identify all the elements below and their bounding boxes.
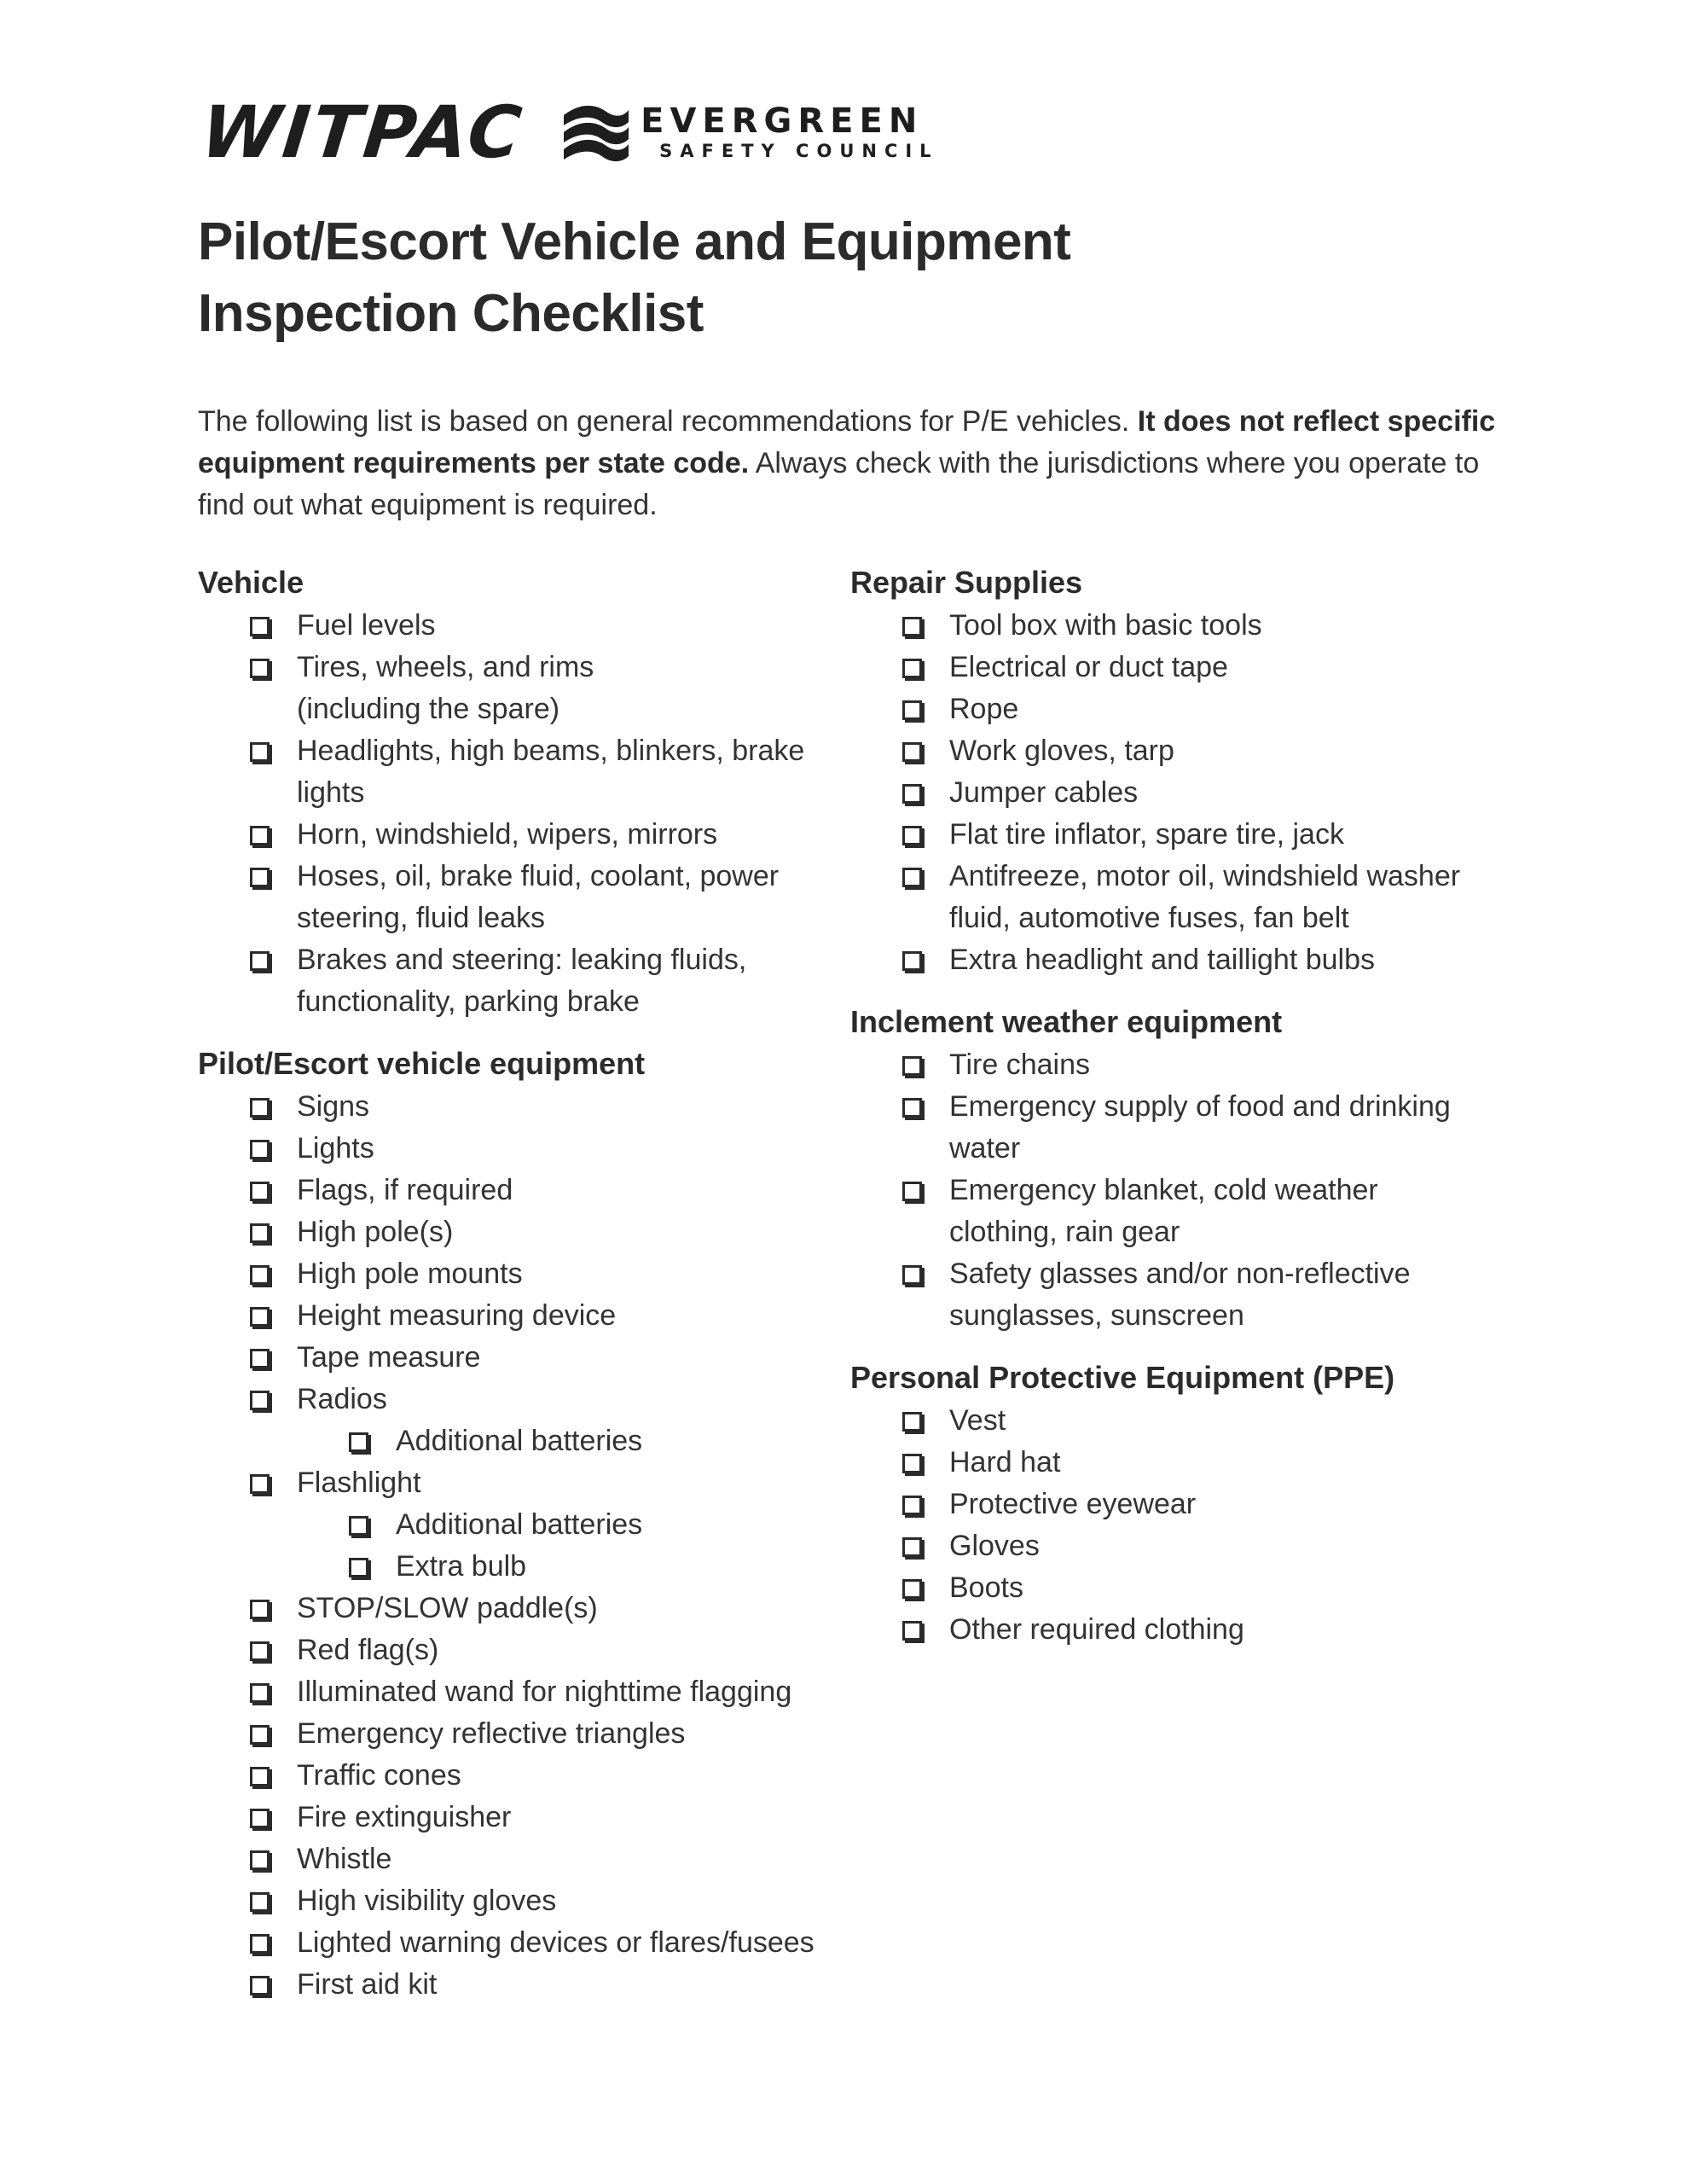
intro-text-1: The following list is based on general recommendations for P/E vehicles.	[198, 405, 1138, 438]
checkbox-icon[interactable]	[902, 659, 922, 678]
checklist-item	[297, 1462, 846, 1588]
checklist-item-label: Radios	[297, 1383, 387, 1415]
checklist-item-label: Signs	[297, 1090, 370, 1123]
checklist-item	[297, 1588, 846, 1629]
checkbox-icon[interactable]	[250, 1349, 270, 1368]
checkbox-icon[interactable]	[250, 1182, 270, 1201]
checkbox-icon[interactable]	[902, 1265, 922, 1285]
checklist-item-label: Horn, windshield, wipers, mirrors	[297, 818, 718, 851]
checklist-item-label: Jumper cables	[949, 776, 1139, 809]
checklist-item-label: STOP/SLOW paddle(s)	[297, 1592, 598, 1624]
title-line-1: Pilot/Escort Vehicle and Equipment	[198, 212, 1071, 271]
checkbox-icon[interactable]	[250, 1850, 270, 1870]
checklist-item-label: Fuel levels	[297, 609, 436, 642]
logo-bar	[197, 90, 1511, 174]
checklist-item-label: Boots	[949, 1571, 1023, 1604]
checklist-item	[949, 1484, 1516, 1525]
checklist-item	[949, 772, 1516, 814]
checklist-item	[297, 605, 774, 647]
checkbox-icon[interactable]	[250, 826, 270, 845]
ppe-checklist	[850, 1400, 1516, 1651]
checklist-item-label: Protective eyewear	[949, 1488, 1197, 1520]
checkbox-icon[interactable]	[250, 1641, 270, 1661]
checklist-item-label: Tire chains	[949, 1048, 1091, 1081]
checklist-item-label: Flashlight	[297, 1467, 421, 1499]
checklist-item-label: Headlights, high beams, blinkers, brake lights	[297, 735, 805, 809]
checklist-item	[297, 856, 809, 939]
checklist-item	[949, 1567, 1516, 1609]
checklist-item-label: Height measuring device	[297, 1299, 617, 1332]
checklist-item	[297, 1379, 846, 1462]
pe-equipment-checklist	[198, 1086, 846, 2006]
checklist-item	[949, 1609, 1516, 1651]
checklist-item-label: Emergency reflective triangles	[297, 1717, 686, 1750]
checklist-item	[297, 1629, 846, 1671]
checklist-item-label: Whistle	[297, 1843, 392, 1875]
right-column	[850, 561, 1516, 1670]
checklist-item-label: High pole mounts	[297, 1258, 523, 1290]
checklist-item-label: Fire extinguisher	[297, 1801, 512, 1833]
checklist-item-label: Tape measure	[297, 1341, 481, 1374]
checklist-item-label: Additional batteries	[396, 1508, 643, 1541]
checklist-item	[297, 1295, 846, 1337]
left-column	[198, 561, 846, 2024]
checklist-item	[297, 1922, 846, 1964]
checklist-item-label: Brakes and steering: leaking fluids, functionality, parking brake	[297, 944, 747, 1018]
checkbox-icon[interactable]	[250, 742, 270, 762]
section-vehicle	[198, 561, 846, 1023]
checklist-item	[949, 856, 1495, 939]
checklist-item-label: Electrical or duct tape	[949, 651, 1228, 683]
title-line-2: Inspection Checklist	[198, 284, 704, 343]
section-ppe	[850, 1356, 1516, 1651]
evergreen-wave-icon	[560, 102, 632, 163]
checklist-item	[297, 1170, 846, 1211]
checklist-item-label: Gloves	[949, 1530, 1040, 1562]
evergreen-name: EVERGREEN	[641, 102, 924, 141]
checklist-item-label: Tool box with basic tools	[949, 609, 1262, 642]
checklist-item	[297, 1880, 846, 1922]
checklist-item	[297, 647, 621, 730]
checkbox-icon[interactable]	[349, 1558, 368, 1577]
checkbox-icon[interactable]	[902, 1496, 922, 1515]
checklist-item-label: Illuminated wand for nighttime flagging	[297, 1676, 792, 1708]
checklist-item-label: Extra bulb	[396, 1550, 527, 1583]
checkbox-icon[interactable]	[902, 784, 922, 804]
checklist-item	[297, 1713, 846, 1755]
checkbox-icon[interactable]	[250, 1223, 270, 1243]
evergreen-logo	[560, 102, 938, 163]
checkbox-icon[interactable]	[250, 1474, 270, 1494]
section-weather	[850, 1000, 1516, 1337]
checklist-item	[949, 1442, 1516, 1484]
checkbox-icon[interactable]	[902, 826, 922, 845]
checklist-item-label: Other required clothing	[949, 1613, 1244, 1646]
checklist-item-label: Extra headlight and taillight bulbs	[949, 944, 1375, 976]
intro-paragraph	[198, 401, 1503, 526]
checklist-item-label: Hard hat	[949, 1446, 1061, 1478]
checklist-item-label: Emergency blanket, cold weather clothing, rain gear	[949, 1174, 1378, 1248]
checkbox-icon[interactable]	[250, 1140, 270, 1159]
document-page	[197, 90, 1511, 2001]
checklist-item-label: First aid kit	[297, 1968, 438, 2001]
checkbox-icon[interactable]	[250, 1307, 270, 1327]
checkbox-icon[interactable]	[250, 1683, 270, 1703]
checklist-item	[297, 1671, 846, 1713]
checklist-item-label: Flags, if required	[297, 1174, 513, 1206]
checklist-item	[297, 1253, 846, 1295]
checklist-item	[949, 1044, 1516, 1086]
checklist-item-label: Hoses, oil, brake fluid, coolant, power steering, fluid leaks	[297, 860, 780, 934]
checklist-item	[297, 1211, 846, 1253]
checklist-item	[949, 814, 1516, 856]
checklist-item	[949, 730, 1516, 772]
checklist-item	[297, 1964, 846, 2006]
checklist-item	[949, 1525, 1516, 1567]
checkbox-icon[interactable]	[902, 1454, 922, 1473]
weather-checklist	[850, 1044, 1516, 1337]
evergreen-subtitle: SAFETY COUNCIL	[659, 141, 939, 161]
checkbox-icon[interactable]	[902, 700, 922, 720]
checklist-item	[297, 1838, 846, 1880]
checklist-item-label: Tires, wheels, and rims (including the spare)	[297, 651, 594, 725]
vehicle-checklist	[198, 605, 846, 1023]
section-repair	[850, 561, 1516, 981]
checkbox-icon[interactable]	[902, 617, 922, 636]
checklist-item	[297, 1086, 846, 1128]
checkbox-icon[interactable]	[902, 1098, 922, 1118]
checkbox-icon[interactable]	[250, 1892, 270, 1912]
checklist-item	[297, 1755, 846, 1797]
checklist-item	[949, 1170, 1427, 1253]
checkbox-icon[interactable]	[250, 1265, 270, 1285]
checklist-item	[297, 730, 826, 814]
checkbox-icon[interactable]	[902, 951, 922, 971]
checklist-item-label: Red flag(s)	[297, 1634, 439, 1666]
checkbox-icon[interactable]	[250, 1391, 270, 1410]
intro-text-2: Always check with the jurisdictions where you operate to find out what equipment is required.	[198, 447, 1480, 521]
checkbox-icon[interactable]	[250, 617, 270, 636]
checklist-item-label: High visibility gloves	[297, 1885, 557, 1917]
checkbox-icon[interactable]	[250, 1976, 270, 1995]
checkbox-icon[interactable]	[250, 1934, 270, 1954]
checklist-subitem	[396, 1420, 846, 1462]
checklist-item	[297, 1128, 846, 1170]
checklist-item-label: Emergency supply of food and drinking water	[949, 1090, 1451, 1165]
repair-checklist	[850, 605, 1516, 981]
checkbox-icon[interactable]	[250, 1098, 270, 1118]
intro-bold-text: It does not reflect specific equipment requirements per state code.	[198, 405, 1496, 479]
checklist-subitem	[396, 1504, 846, 1546]
section-title-pe-equipment: Pilot/Escort vehicle equipment	[198, 1046, 646, 1081]
witpac-logo: WITPAC	[197, 90, 528, 174]
checkbox-icon[interactable]	[250, 659, 270, 678]
checkbox-icon[interactable]	[902, 1182, 922, 1201]
checkbox-icon[interactable]	[349, 1432, 368, 1452]
checklist-item-label: Lighted warning devices or flares/fusees	[297, 1926, 815, 1959]
section-title-weather: Inclement weather equipment	[850, 1004, 1283, 1039]
checklist-item	[949, 647, 1516, 688]
section-title-ppe: Personal Protective Equipment (PPE)	[850, 1360, 1395, 1395]
checkbox-icon[interactable]	[250, 951, 270, 971]
checklist-item-label: Flat tire inflator, spare tire, jack	[949, 818, 1344, 851]
radios-sub-checklist	[297, 1420, 846, 1462]
checkbox-icon[interactable]	[250, 868, 270, 887]
checkbox-icon[interactable]	[250, 1767, 270, 1786]
section-title-repair: Repair Supplies	[850, 565, 1083, 600]
page-title	[198, 206, 1511, 350]
checklist-item-label: Antifreeze, motor oil, windshield washer fluid, automotive fuses, fan belt	[949, 860, 1461, 934]
checklist-item	[297, 814, 826, 856]
checklist-item-label: Vest	[949, 1404, 1006, 1437]
checklist-item-label: Rope	[949, 693, 1019, 725]
checkbox-icon[interactable]	[902, 742, 922, 762]
checkbox-icon[interactable]	[902, 868, 922, 887]
checklist-item-label: Traffic cones	[297, 1759, 461, 1792]
section-title-vehicle: Vehicle	[198, 565, 304, 600]
checkbox-icon[interactable]	[349, 1516, 368, 1536]
checklist-item	[949, 939, 1516, 981]
checklist-item	[297, 1337, 846, 1379]
checklist-item-label: Safety glasses and/or non-reflective sunglasses, sunscreen	[949, 1258, 1411, 1332]
checklist-item	[297, 939, 809, 1023]
section-pe-equipment	[198, 1042, 846, 2006]
checklist-item-label: Lights	[297, 1132, 374, 1165]
checkbox-icon[interactable]	[902, 1537, 922, 1557]
checkbox-icon[interactable]	[902, 1412, 922, 1432]
checklist-item	[949, 1253, 1470, 1337]
checklist-item	[949, 1400, 1516, 1442]
checkbox-icon[interactable]	[902, 1621, 922, 1641]
checklist-subitem	[396, 1546, 846, 1588]
checkbox-icon[interactable]	[250, 1600, 270, 1619]
checklist-item-label: High pole(s)	[297, 1216, 454, 1248]
checklist-item-label: Additional batteries	[396, 1425, 643, 1457]
checklist-item	[949, 605, 1516, 647]
checklist-item	[949, 1086, 1495, 1170]
checklist-item	[297, 1797, 846, 1838]
checkbox-icon[interactable]	[250, 1809, 270, 1828]
flashlight-sub-checklist	[297, 1504, 846, 1588]
checkbox-icon[interactable]	[250, 1725, 270, 1745]
checkbox-icon[interactable]	[902, 1579, 922, 1599]
checklist-item-label: Work gloves, tarp	[949, 735, 1174, 767]
checklist-item	[949, 688, 1516, 730]
checkbox-icon[interactable]	[902, 1056, 922, 1076]
